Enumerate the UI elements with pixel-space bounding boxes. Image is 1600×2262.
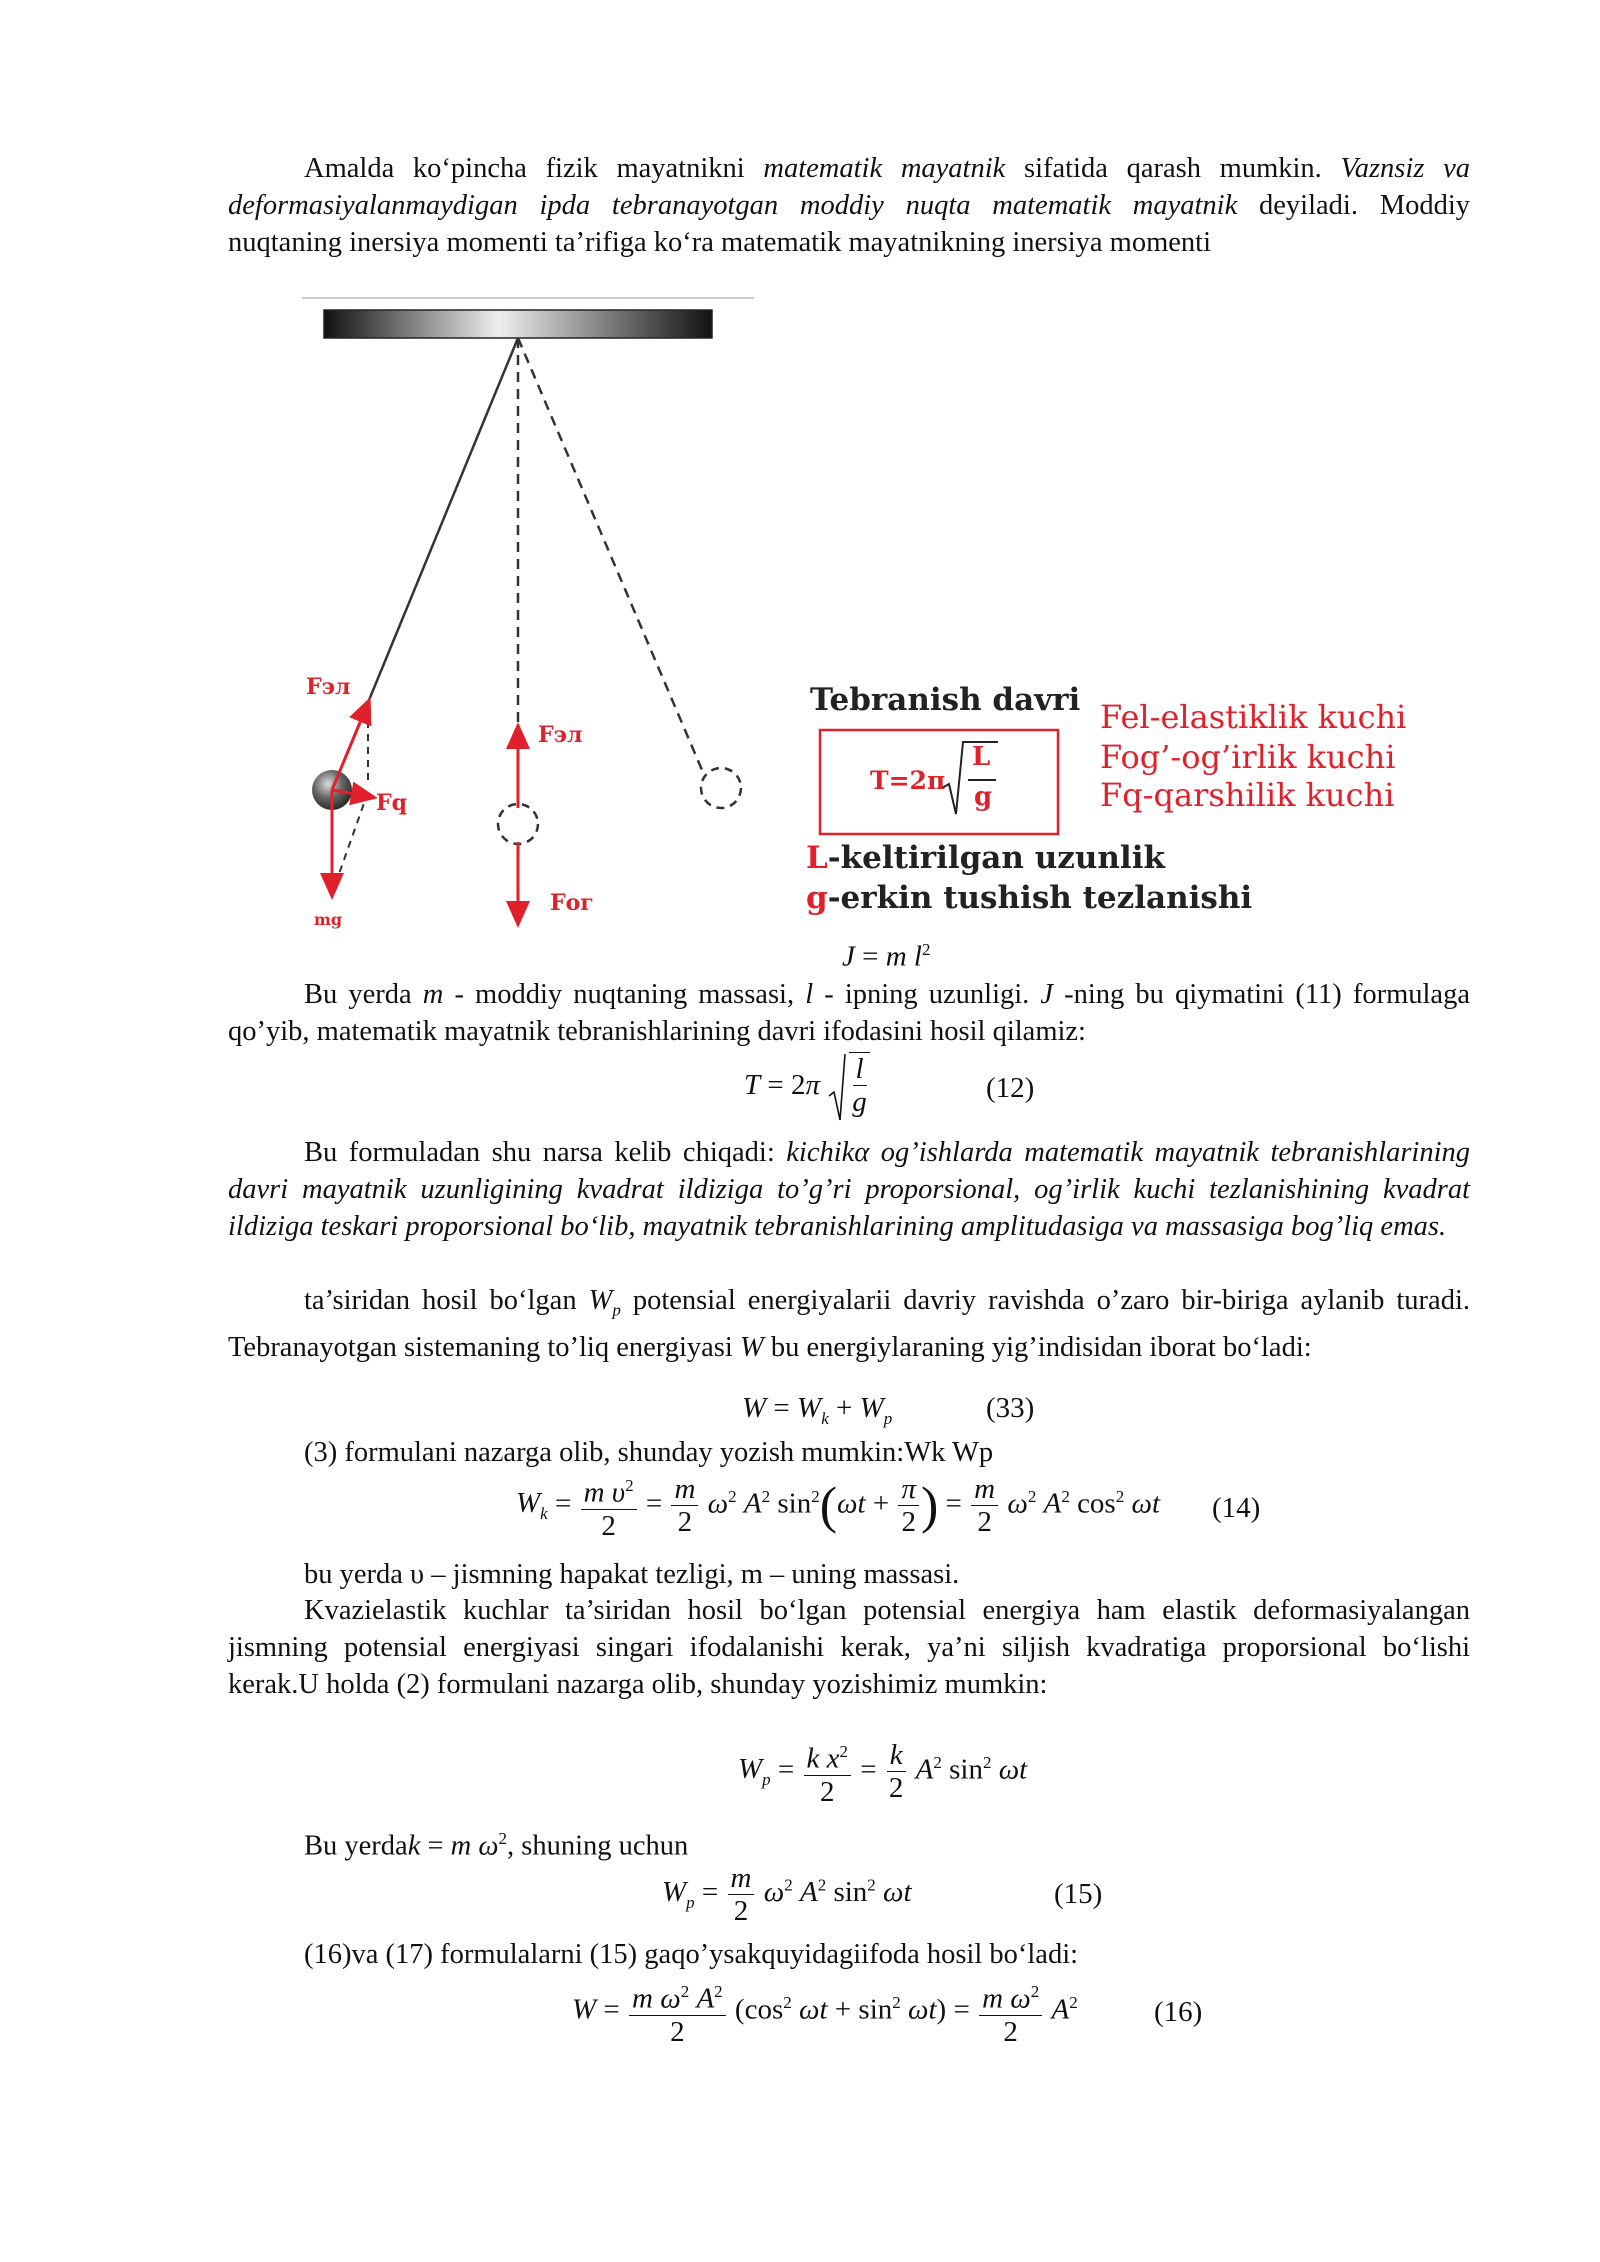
arrow-f-el bbox=[332, 708, 366, 790]
intro-paragraph bbox=[228, 150, 1470, 261]
legend-f-q: Fq-qarshilik kuchi bbox=[1100, 776, 1395, 814]
p2-m: m bbox=[422, 979, 444, 1010]
paragraph-kinetic-intro: (3) formulani nazarga olib, shunday yozish mumkin:Wk Wp bbox=[304, 1437, 994, 1468]
p4-a: ta’siridan hosil bo‘lgan bbox=[304, 1285, 589, 1316]
eq15-tag: (15) bbox=[1054, 1878, 1103, 1910]
p2-c: - ipning uzunligi. bbox=[813, 979, 1041, 1010]
p2-a: Bu yerda bbox=[304, 979, 423, 1010]
label-f-el-left: Fэл bbox=[306, 674, 351, 700]
paragraph-velocity: bu yerda υ – jismning hapakat tezligi, m – uning massasi. bbox=[304, 1559, 960, 1590]
paragraph-conclusion bbox=[228, 1134, 1470, 1245]
intro-definition: Vaznsiz va deformasiyalanmaydigan ipda tebranayotgan moddiy nuqta matematik mayatnik bbox=[228, 153, 1471, 221]
label-mg: mg bbox=[314, 910, 343, 929]
p2-J: J bbox=[1040, 979, 1054, 1010]
support-bar bbox=[324, 310, 712, 338]
equation-12: T = 2π $\frac{l}{g}$ bbox=[744, 1052, 872, 1118]
formula-text: T=2π bbox=[870, 766, 946, 795]
extreme-line bbox=[518, 338, 702, 770]
equation-15: $W_p$ = $\frac{m}{2}$ $\omega^2$ $A^2$ $\sin^2 \omega t$ bbox=[662, 1862, 912, 1927]
ball-outline-right bbox=[701, 768, 741, 808]
p2-d: -ning bu qiymatini (11) formulaga qo’yib, matematik mayatnik tebranishlarining davri ifodasini hosil qilamiz: bbox=[228, 979, 1470, 1047]
label-f-or: Fог bbox=[550, 890, 594, 916]
equation-potential: $W_p$ = $\frac{k x^2}{2}$ = $\frac{k}{2}$ $A^2$ $\sin^2 \omega t$ bbox=[738, 1736, 1027, 1808]
equation-33: $W = W_k + W_p$ bbox=[742, 1392, 893, 1428]
pendulum-figure bbox=[290, 296, 1450, 956]
intro-term: matematik mayatnik bbox=[763, 153, 1006, 184]
p3-a: Bu formuladan shu narsa kelib chiqadi: bbox=[304, 1137, 787, 1168]
eq12-num: l bbox=[855, 1053, 864, 1085]
paragraph-quasielastic: Kvazielastik kuchlar ta’siridan hosil bo‘lgan potensial energiya ham elastik deformasiyalangan jismning potensial energiyasi singari ifodalanishi kerak, ya’ni siljish kvadratiga proporsional bo‘lishi kerak.U holda (2) formulani nazarga olib, shunday yozishimiz mumkin: bbox=[228, 1595, 1470, 1700]
p2-l: l bbox=[805, 979, 814, 1010]
equation-16: W = $\frac{m \omega^2 A^2}{2}$ ($\cos^2$ $\omega t + \sin^2 \omega t$) = $\frac{m \omega^2}{2}$ $A^2$ bbox=[572, 1976, 1078, 2048]
figure-title: Tebranish davri bbox=[810, 682, 1081, 718]
eq12-den: g bbox=[852, 1086, 867, 1118]
eq16-tag: (16) bbox=[1154, 1996, 1203, 2028]
sqrt-sign bbox=[827, 1052, 847, 1124]
eq14-tag: (14) bbox=[1212, 1492, 1261, 1524]
paragraph-total-intro: (16)va (17) formulalarni (15) gaqo’ysakquyidagiifoda hosil bo‘ladi: bbox=[304, 1939, 1079, 1970]
label-f-q: Fq bbox=[376, 790, 408, 816]
legend-f-og: Fog’-og’irlik kuchi bbox=[1100, 738, 1396, 776]
formula-numerator: L bbox=[972, 742, 991, 772]
label-f-el-mid: Fэл bbox=[538, 722, 583, 748]
p4-c: bu energiylaraning yig’indisidan iborat bo‘ladi: bbox=[763, 1331, 1312, 1363]
formula-denominator: g bbox=[974, 782, 993, 812]
p8-a: Bu yerda bbox=[304, 1830, 408, 1862]
intro-text-c: sifatida qarash mumkin. bbox=[1005, 153, 1341, 184]
note-length: L-keltirilgan uzunlik bbox=[806, 840, 1165, 876]
p4-b: potensial energiyalarii davriy ravishda o’zaro bir-biriga aylanib turadi. Tebranayotgan sistemaning to’liq energiyasi bbox=[228, 1285, 1470, 1363]
legend-f-el: Fel-elastiklik kuchi bbox=[1100, 698, 1407, 736]
equation-inertia: J = m $l^2$ bbox=[842, 940, 931, 973]
equation-14: $W_k$ = $\frac{m \upsilon^2}{2}$ = $\frac{m}{2}$ $\omega^2$ $A^2$ $\sin^2(\omega t$ + $\frac{\pi}{2}$ ) = $\frac{m}{2}$ $\omega^2$ $A^2$ $\cos^2 \omega t$ bbox=[516, 1470, 1160, 1542]
p8-b: , shuning uchun bbox=[507, 1830, 689, 1862]
paragraph-energy: ta’siridan hosil bo‘lgan $W_p$ potensial energiyalarii davriy ravishda o’zaro bir-biriga aylanib turadi. Tebranayotgan sistemaning to’liq energiyasi W bu energiylaraning yig’indisidan iborat bo‘ladi: bbox=[228, 1285, 1470, 1363]
note-gravity: g-erkin tushish tezlanishi bbox=[806, 880, 1253, 916]
eq33-tag: (33) bbox=[986, 1392, 1035, 1424]
ball-outline-center bbox=[498, 804, 538, 844]
p4-W: W bbox=[739, 1331, 764, 1363]
paragraph-k-relation: Bu yerdak = m $\omega^2$, shuning uchun bbox=[304, 1829, 689, 1862]
intro-text-e: deyiladi. Moddiy nuqtaning inersiya momenti ta’rifiga ko‘ra matematik mayatnikning inersiya momenti bbox=[228, 190, 1470, 258]
intro-text-a: Amalda ko‘pincha fizik mayatnikni bbox=[304, 153, 764, 184]
eq12-tag: (12) bbox=[986, 1072, 1035, 1104]
paragraph-definitions bbox=[228, 976, 1470, 1050]
p2-b: - moddiy nuqtaning massasi, bbox=[443, 979, 806, 1010]
p3-b: kichikα og’ishlarda matematik mayatnik tebranishlarining davri mayatnik uzunligining kvadrat ildiziga to’g’ri proporsional, og’irlik kuchi tezlanishining kvadrat ildiziga teskari proporsional bo‘lib, mayatnik tebranishlarining amplitudasiga va massasiga bog’liq emas. bbox=[228, 1137, 1470, 1242]
